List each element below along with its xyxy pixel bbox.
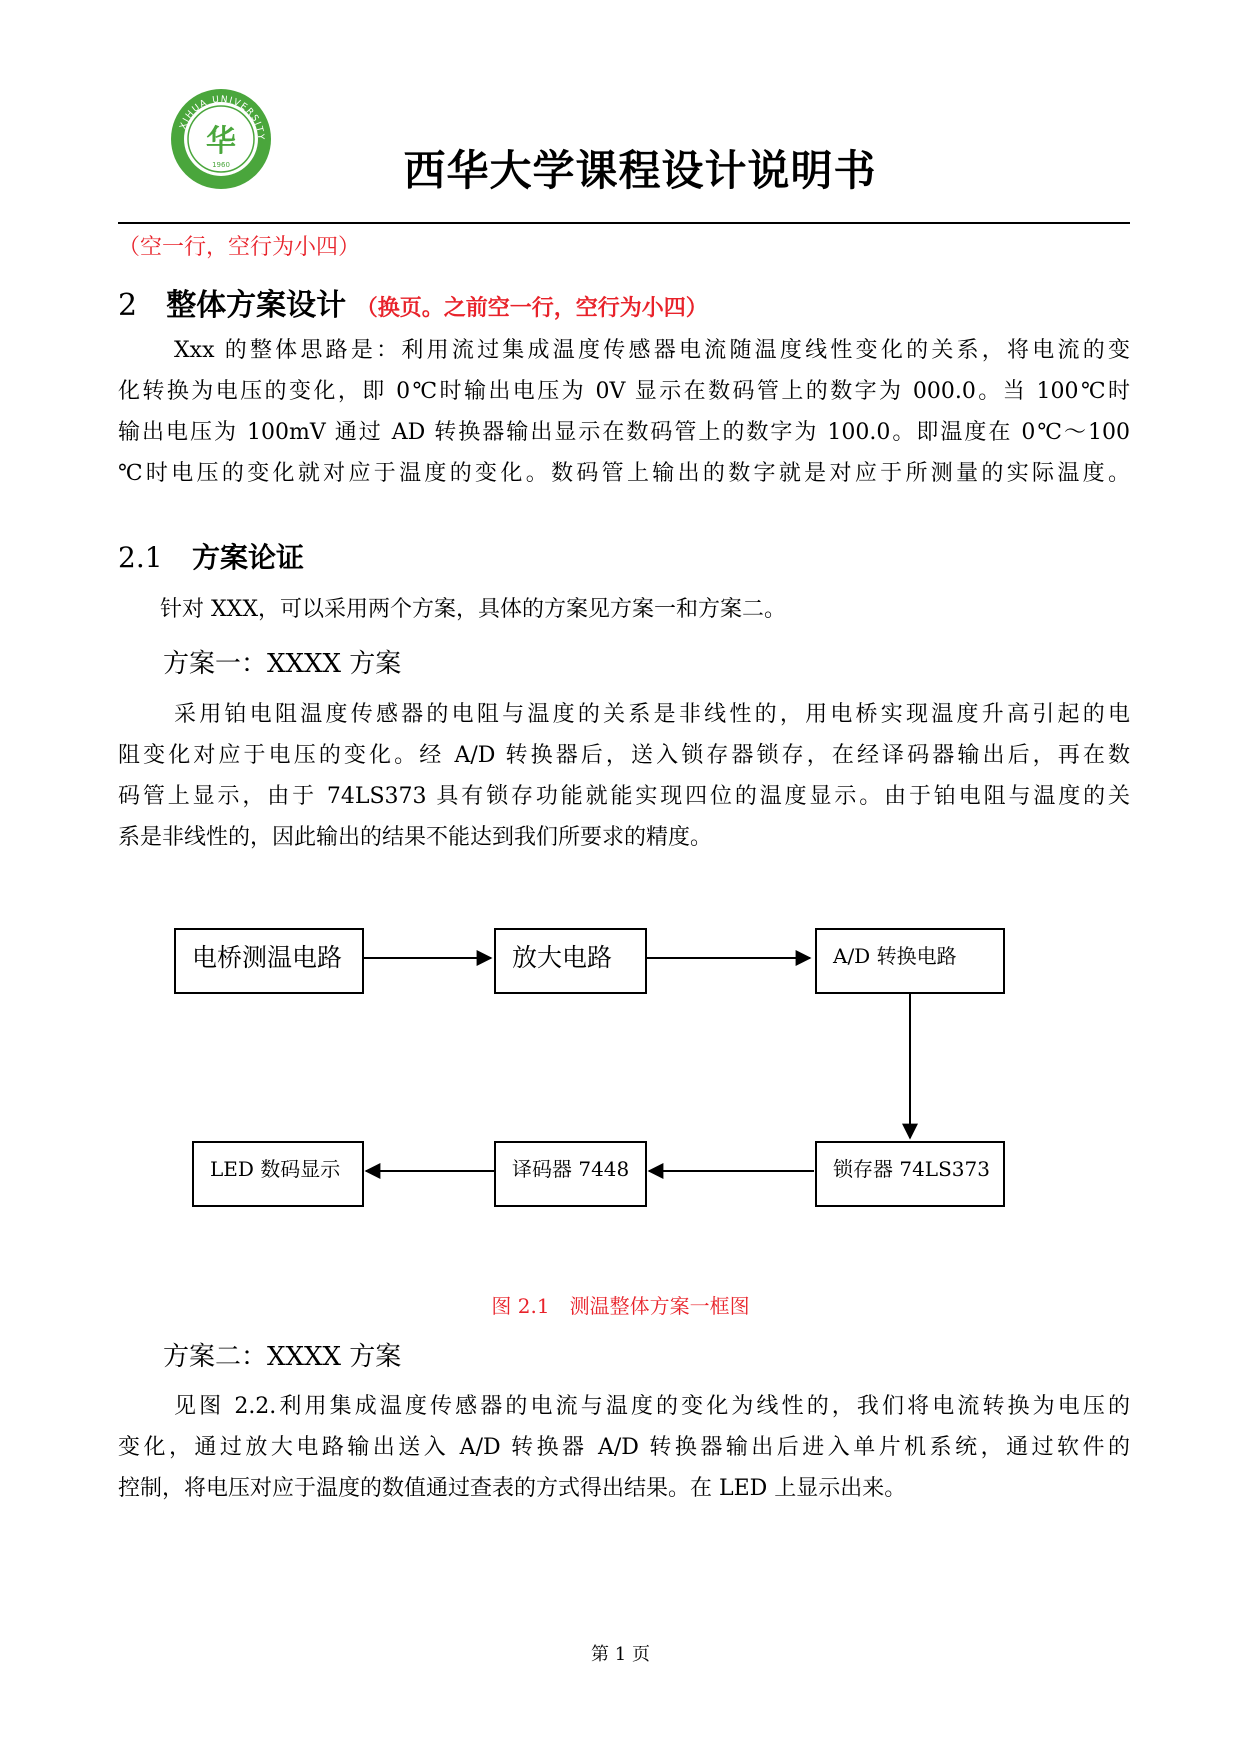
paragraph-line: 输出电压为 100mV 通过 AD 转换器输出显示在数码管上的数字为 100.0。即温度在 0℃～100 — [118, 420, 1130, 445]
diagram-box-bridge: 电桥测温电路 — [174, 928, 364, 994]
diagram-box-led: LED 数码显示 — [192, 1141, 364, 1207]
section-2-1-title: 方案论证 — [192, 541, 305, 574]
diagram-box-amplifier: 放大电路 — [494, 928, 647, 994]
paragraph-line: 化转换为电压的变化，即 0℃时输出电压为 0V 显示在数码管上的数字为 000.0。当 100℃时 — [118, 379, 1130, 404]
logo-text: 华 — [206, 124, 236, 159]
logo-ring-text: XIHUA UNIVERSITY — [178, 94, 266, 142]
paragraph-line: 控制，将电压对应于温度的数值通过查表的方式得出结果。在 LED 上显示出来。 — [118, 1476, 907, 1501]
diagram-box-latch: 锁存器 74LS373 — [815, 1141, 1005, 1207]
scheme-1-title: 方案一：XXXX 方案 — [163, 649, 402, 679]
figure-caption: 图 2.1 测温整体方案一框图 — [491, 1294, 750, 1318]
paragraph-line: 阻变化对应于电压的变化。经 A/D 转换器后，送入锁存器锁存，在经译码器输出后，再在数 — [118, 743, 1130, 768]
section-2-number: 2 — [118, 288, 138, 323]
blank-line-note: （空一行，空行为小四） — [118, 235, 361, 260]
paragraph-line: 码管上显示，由于 74LS373 具有锁存功能就能实现四位的温度显示。由于铂电阻与温度的关 — [118, 784, 1130, 809]
diagram-box-decoder: 译码器 7448 — [494, 1141, 647, 1207]
paragraph-line: ℃时电压的变化就对应于温度的变化。数码管上输出的数字就是对应于所测量的实际温度。 — [118, 461, 1130, 486]
scheme-2-title: 方案二：XXXX 方案 — [163, 1342, 402, 1372]
paragraph-line: 采用铂电阻温度传感器的电阻与温度的关系是非线性的，用电桥实现温度升高引起的电 — [174, 702, 1130, 727]
document-title: 西华大学课程设计说明书 — [403, 146, 877, 195]
diagram-box-adc: A/D 转换电路 — [815, 928, 1005, 994]
paragraph-line: 系是非线性的，因此输出的结果不能达到我们所要求的精度。 — [118, 825, 713, 850]
paragraph-line: 见图 2.2.利用集成温度传感器的电流与温度的变化为线性的，我们将电流转换为电压的 — [174, 1394, 1130, 1419]
logo-year: 1960 — [212, 161, 230, 169]
paragraph-line: 变化，通过放大电路输出送入 A/D 转换器 A/D 转换器输出后进入单片机系统，通过软件的 — [118, 1435, 1130, 1460]
section-2-note: （换页。之前空一行，空行为小四） — [355, 296, 708, 321]
section-2-title: 整体方案设计 — [166, 288, 347, 323]
scheme-2-paragraph — [118, 1386, 1130, 1509]
section-2-1-number: 2.1 — [118, 541, 163, 574]
paragraph-line: Xxx 的整体思路是：利用流过集成温度传感器电流随温度线性变化的关系，将电流的变 — [174, 338, 1130, 363]
page-number: 第 1 页 — [591, 1644, 650, 1665]
section-2-1-intro: 针对 XXX，可以采用两个方案，具体的方案见方案一和方案二。 — [160, 597, 786, 622]
